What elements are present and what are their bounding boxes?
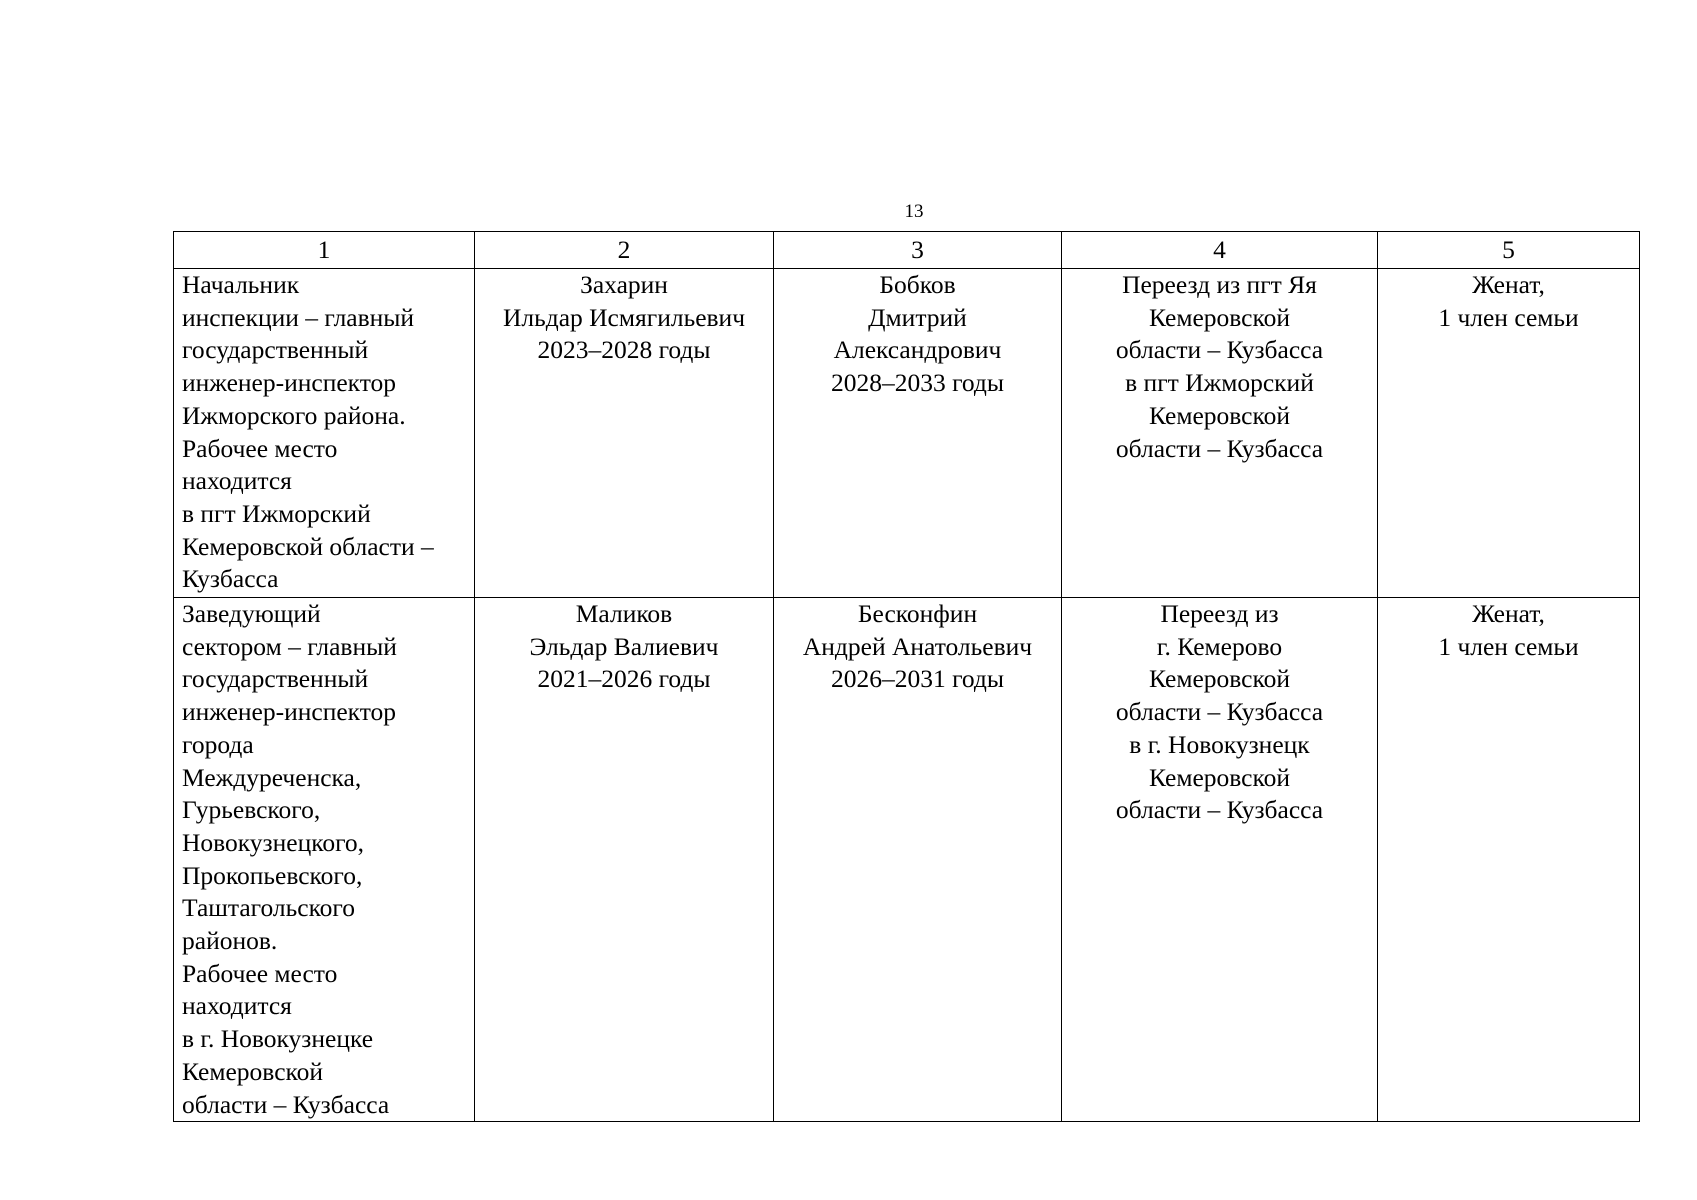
relocation-cell: Переезд из г. Кемерово Кемеровской области – Кузбасса в г. Новокузнецк Кемеровской области – Кузбасса — [1062, 598, 1378, 1122]
column-number-1: 1 — [174, 232, 475, 269]
position-cell: Начальник инспекции – главный государственный инженер-инспектор Ижморского района. Рабочее место находится в пгт Ижморский Кемеровской области – Кузбасса — [174, 269, 475, 598]
column-number-3: 3 — [774, 232, 1062, 269]
family-status-cell: Женат, 1 член семьи — [1378, 598, 1640, 1122]
column-number-2: 2 — [475, 232, 774, 269]
page-number: 13 — [904, 201, 924, 222]
successor-cell: Бобков Дмитрий Александрович 2028–2033 годы — [774, 269, 1062, 598]
successor-cell: Бесконфин Андрей Анатольевич 2026–2031 годы — [774, 598, 1062, 1122]
current-holder-cell: Маликов Эльдар Валиевич 2021–2026 годы — [475, 598, 774, 1122]
table-row — [174, 269, 1640, 598]
column-number-4: 4 — [1062, 232, 1378, 269]
family-status-cell: Женат, 1 член семьи — [1378, 269, 1640, 598]
current-holder-cell: Захарин Ильдар Исмягильевич 2023–2028 годы — [475, 269, 774, 598]
relocation-cell: Переезд из пгт Яя Кемеровской области – Кузбасса в пгт Ижморский Кемеровской области – Кузбасса — [1062, 269, 1378, 598]
position-cell: Заведующий сектором – главный государственный инженер-инспектор города Междуреченска, Гурьевского, Новокузнецкого, Прокопьевского, Таштагольского районов. Рабочее место находится в г. Новокузнецке Кемеровской области – Кузбасса — [174, 598, 475, 1122]
column-number-5: 5 — [1378, 232, 1640, 269]
table-row — [174, 598, 1640, 1122]
personnel-rotation-table — [173, 231, 1640, 1122]
table-header-row — [174, 232, 1640, 269]
